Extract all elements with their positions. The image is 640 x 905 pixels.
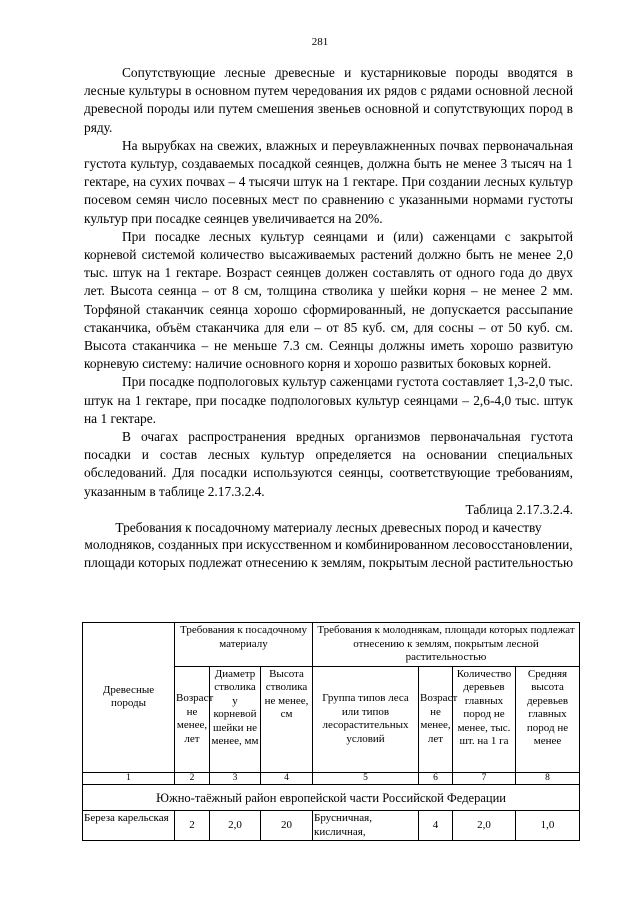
header-diameter: Диаметр стволика у корневой шейки не менее, мм	[210, 666, 261, 772]
cell-tree-count: 2,0	[453, 811, 516, 841]
column-number: 2	[175, 772, 210, 784]
paragraph: При посадке подпологовых культур саженцами густота составляет 1,3-2,0 тыс. штук на 1 гектаре, при посадке подпологовых культур сеянцами – 2,6-4,0 тыс. штук на 1 гектаре.	[84, 374, 573, 426]
column-number: 6	[419, 772, 453, 784]
column-number: 4	[261, 772, 313, 784]
cell-forest-group: Брусничная, кисличная,	[313, 811, 419, 841]
header-planting-material-group: Требования к посадочному материалу	[175, 623, 313, 667]
header-average-height: Средняя высота деревьев главных пород не менее	[516, 666, 580, 772]
header-height: Высота стволика не менее, см	[261, 666, 313, 772]
requirements-table	[82, 622, 580, 841]
paragraph: При посадке лесных культур сеянцами и (или) саженцами с закрытой корневой системой количество высаживаемых растений должно быть не менее 2,0 тыс. штук на 1 гектаре. Возраст сеянцев должен составлять от одного года до двух лет. Высота сеянца – от 8 см, толщина стволика у шейки корня – не менее 2 мм. Торфяной стаканчик сеянца хорошо сформированный, не допускается рассыпание стаканчика, объём стаканчика для ели – от 85 куб. см, для сосны – от 50 куб. см. Высота стаканчика – не меньше 7.3 см. Сеянцы должны иметь хорошо развитую корневую систему: наличие основного корня и хорошо развитых боковых корней.	[84, 228, 573, 372]
cell-diameter: 2,0	[210, 811, 261, 841]
cell-species: Береза карельская	[83, 811, 175, 841]
paragraph: В очагах распространения вредных организмов первоначальная густота посадки и состав лесных культур определяется на основании специальных обследований. Для посадки используются сеянцы, соответствующие требованиям, указанным в таблице 2.17.3.2.4.	[84, 429, 573, 499]
table-reference: Таблица 2.17.3.2.4.	[465, 501, 573, 517]
region-label: Южно-таёжный район европейской части Российской Федерации	[83, 784, 580, 811]
column-number: 5	[313, 772, 419, 784]
table-caption: Требования к посадочному материалу лесных древесных пород и качеству молодняков, созданных при искусственном и комбинированном лесовосстановлении, площади которых подлежат отнесению к землям, покрытым лесной растительностью	[84, 519, 573, 570]
header-young-stands-group: Требования к молоднякам, площади которых подлежат отнесению к землям, покрытым лесной растительностью	[313, 623, 580, 667]
header-forest-group: Группа типов леса или типов лесорастительных условий	[313, 666, 419, 772]
header-young-age: Возраст не менее, лет	[419, 666, 453, 772]
column-number: 8	[516, 772, 580, 784]
cell-young-age: 4	[419, 811, 453, 841]
column-number: 7	[453, 772, 516, 784]
cell-height: 20	[261, 811, 313, 841]
header-tree-count: Количество деревьев главных пород не менее, тыс. шт. на 1 га	[453, 666, 516, 772]
document-body	[84, 64, 573, 571]
column-numbers-row	[83, 772, 580, 784]
cell-average-height: 1,0	[516, 811, 580, 841]
header-species: Древесные породы	[83, 623, 175, 773]
header-age: Возраст не менее, лет	[175, 666, 210, 772]
page-number: 281	[311, 36, 329, 48]
cell-age: 2	[175, 811, 210, 841]
paragraph: Сопутствующие лесные древесные и кустарниковые породы вводятся в лесные культуры в основном путем чередования их рядов с рядами основной лесной древесной породы или путем смешения звеньев основной и сопутствующих пород в ряду.	[84, 65, 573, 135]
table-row	[83, 811, 580, 841]
column-number: 3	[210, 772, 261, 784]
region-row	[83, 784, 580, 811]
column-number: 1	[83, 772, 175, 784]
paragraph: На вырубках на свежих, влажных и переувлажненных почвах первоначальная густота культур, создаваемых посадкой сеянцев, должна быть не менее 3 тысяч на 1 гектаре, на сухих почвах – 4 тысячи штук на 1 гектаре. При создании лесных культур посевом семян число посевных мест по сравнению с указанными нормами густоты культур при посадке сеянцев увеличивается на 20%.	[84, 137, 573, 226]
